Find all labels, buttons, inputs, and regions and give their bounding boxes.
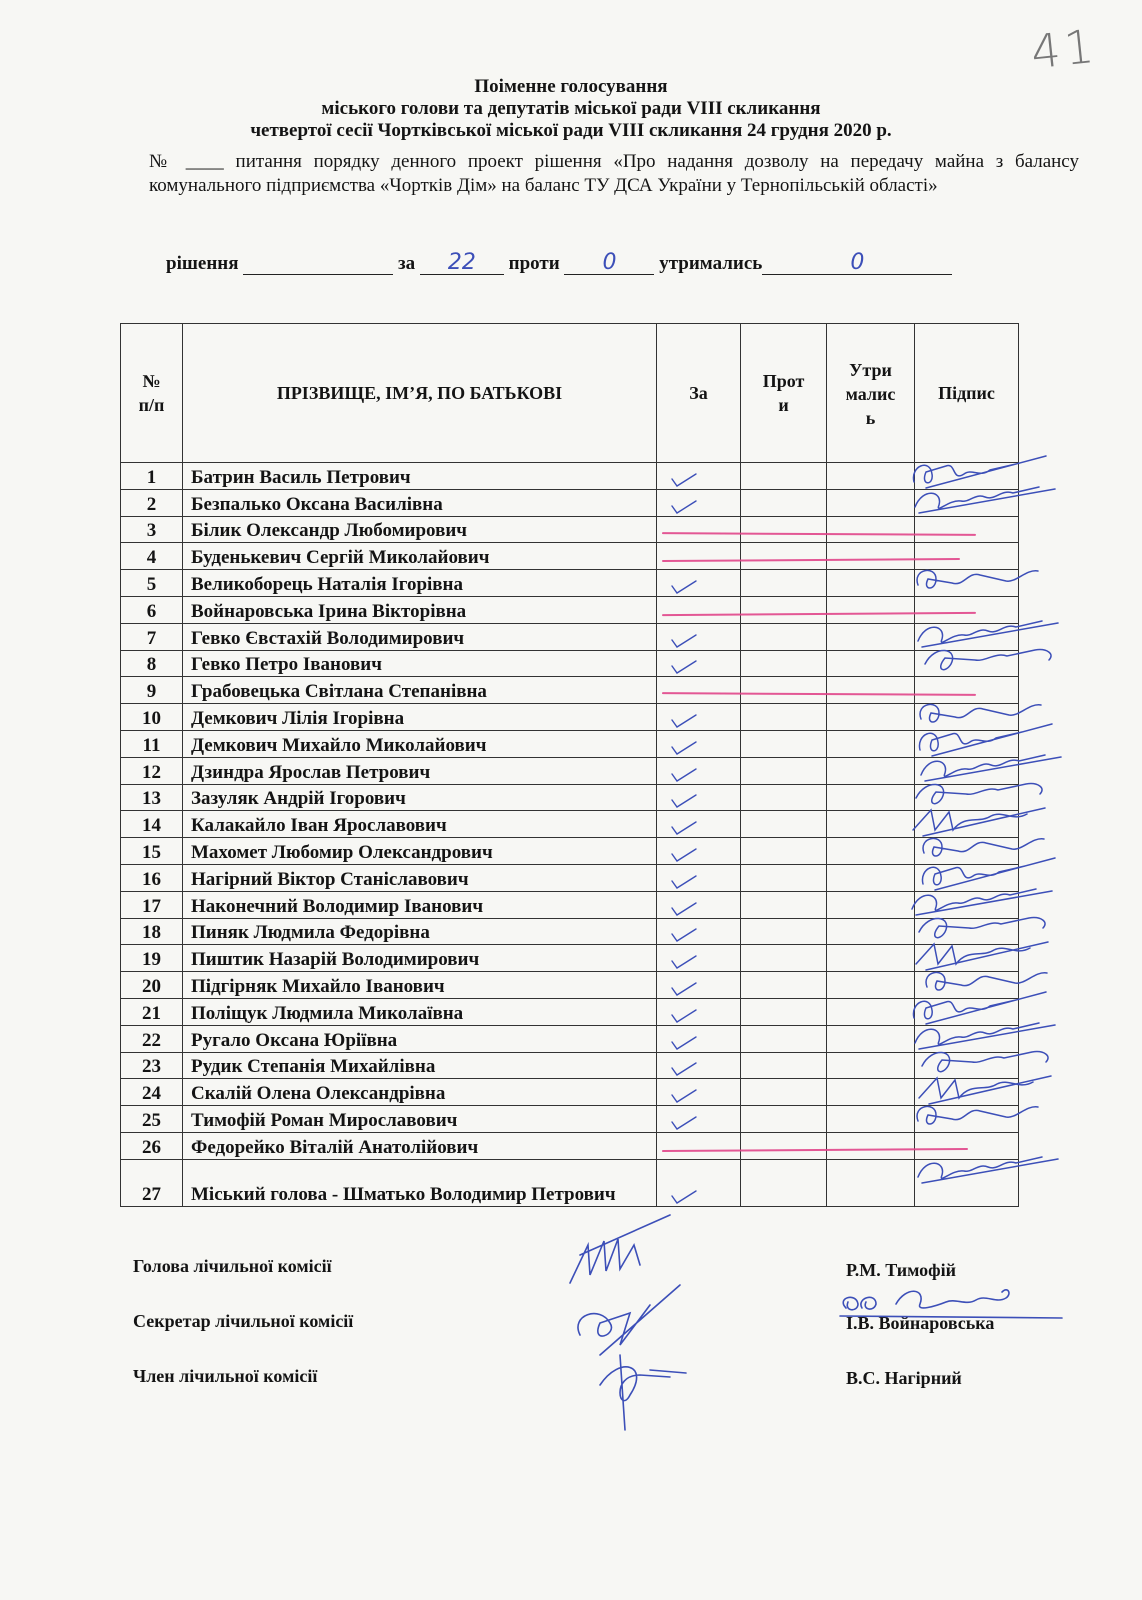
- table-row: [121, 1079, 1019, 1106]
- row-number: 2: [121, 489, 183, 516]
- check-mark-icon: [671, 901, 697, 917]
- abstain-cell: [827, 757, 915, 784]
- for-cell: [657, 998, 741, 1025]
- against-cell: [741, 838, 827, 865]
- for-cell: [657, 864, 741, 891]
- against-cell: [741, 972, 827, 999]
- table-row: [121, 677, 1019, 704]
- against-value: 0: [602, 250, 617, 275]
- against-cell: [741, 784, 827, 811]
- check-mark-icon: [671, 740, 697, 756]
- abstain-cell: [827, 730, 915, 757]
- table-row: [121, 1025, 1019, 1052]
- table-row: [121, 918, 1019, 945]
- commission-member-role: Член лічильної комісії: [133, 1366, 318, 1386]
- abstained-value: 0: [850, 250, 865, 275]
- for-cell: [657, 543, 741, 570]
- deputy-name: Демкович Михайло Миколайович: [183, 730, 657, 757]
- abstain-cell: [827, 838, 915, 865]
- for-cell: [657, 811, 741, 838]
- signature-cell: [915, 1052, 1019, 1079]
- document-title: [0, 76, 1142, 142]
- abstain-cell: [827, 918, 915, 945]
- against-cell: [741, 1159, 827, 1206]
- deputy-name: Демкович Лілія Ігорівна: [183, 704, 657, 731]
- check-mark-icon: [671, 1008, 697, 1024]
- row-number: 26: [121, 1132, 183, 1159]
- against-cell: [741, 650, 827, 677]
- table-row: [121, 596, 1019, 623]
- deputy-name: Ругало Оксана Юріївна: [183, 1025, 657, 1052]
- signature-cell: [915, 998, 1019, 1025]
- against-cell: [741, 1079, 827, 1106]
- vote-results: [166, 250, 952, 275]
- check-mark-icon: [671, 954, 697, 970]
- table-row: [121, 543, 1019, 570]
- for-cell: [657, 918, 741, 945]
- for-cell: [657, 1106, 741, 1133]
- row-number: 24: [121, 1079, 183, 1106]
- table-row: [121, 891, 1019, 918]
- row-number: 6: [121, 596, 183, 623]
- deputy-name: Нагірний Віктор Станіславович: [183, 864, 657, 891]
- deputy-name: Пиштик Назарій Володимирович: [183, 945, 657, 972]
- deputy-name: Безпалько Оксана Василівна: [183, 489, 657, 516]
- deputy-name: Рудик Степанія Михайлівна: [183, 1052, 657, 1079]
- deputy-name: Великоборець Наталія Ігорівна: [183, 570, 657, 597]
- signature-cell: [915, 463, 1019, 490]
- table-row: [121, 704, 1019, 731]
- for-cell: [657, 1025, 741, 1052]
- commission-head-role: Голова лічильної комісії: [133, 1256, 332, 1276]
- row-number: 22: [121, 1025, 183, 1052]
- against-cell: [741, 463, 827, 490]
- against-cell: [741, 757, 827, 784]
- for-cell: [657, 623, 741, 650]
- abstained-blank: [762, 250, 952, 275]
- deputy-name: Білик Олександр Любомирович: [183, 516, 657, 543]
- for-cell: [657, 1052, 741, 1079]
- against-cell: [741, 1025, 827, 1052]
- against-label: проти: [508, 253, 560, 274]
- table-row: [121, 1052, 1019, 1079]
- table-row: [121, 757, 1019, 784]
- deputy-name: Міський голова - Шматько Володимир Петрович: [183, 1159, 657, 1206]
- check-mark-icon: [671, 820, 697, 836]
- header-abstain: Утри малис ь: [827, 324, 915, 463]
- table-row: [121, 998, 1019, 1025]
- title-line-2: міського голови та депутатів міської ради VIII скликання: [321, 98, 821, 119]
- header-name: ПРІЗВИЩЕ, ІМ’Я, ПО БАТЬКОВІ: [183, 324, 657, 463]
- row-number: 14: [121, 811, 183, 838]
- abstain-cell: [827, 596, 915, 623]
- secretary-signature-image: [836, 1278, 1066, 1338]
- check-mark-icon: [671, 1088, 697, 1104]
- for-cell: [657, 1159, 741, 1206]
- deputy-name: Тимофій Роман Мирославович: [183, 1106, 657, 1133]
- deputy-name: Войнаровська Ірина Вікторівна: [183, 596, 657, 623]
- abstain-cell: [827, 945, 915, 972]
- table-row: [121, 463, 1019, 490]
- check-mark-icon: [671, 793, 697, 809]
- for-label: за: [398, 253, 416, 274]
- table-row: [121, 1106, 1019, 1133]
- commission-secretary-role: Секретар лічильної комісії: [133, 1311, 354, 1331]
- decision-blank: [243, 254, 393, 275]
- row-number: 1: [121, 463, 183, 490]
- check-mark-icon: [671, 579, 697, 595]
- table-row: [121, 650, 1019, 677]
- for-cell: [657, 1132, 741, 1159]
- deputy-name: Батрин Василь Петрович: [183, 463, 657, 490]
- deputy-name: Дзиндра Ярослав Петрович: [183, 757, 657, 784]
- check-mark-icon: [671, 713, 697, 729]
- signature-cell: [915, 704, 1019, 731]
- signature-cell: [915, 1025, 1019, 1052]
- row-number: 13: [121, 784, 183, 811]
- row-number: 9: [121, 677, 183, 704]
- signature-cell: [915, 918, 1019, 945]
- signature-cell: [915, 1079, 1019, 1106]
- commission-head-name: Р.М. Тимофій: [846, 1260, 957, 1280]
- for-cell: [657, 596, 741, 623]
- abstain-cell: [827, 623, 915, 650]
- row-number: 15: [121, 838, 183, 865]
- signature-cell: [915, 784, 1019, 811]
- table-row: [121, 1159, 1019, 1206]
- row-number: 10: [121, 704, 183, 731]
- for-cell: [657, 972, 741, 999]
- check-mark-icon: [671, 659, 697, 675]
- for-cell: [657, 945, 741, 972]
- abstain-cell: [827, 864, 915, 891]
- commission-secretary-name: І.В. Войнаровська: [846, 1313, 995, 1333]
- against-cell: [741, 704, 827, 731]
- table-row: [121, 972, 1019, 999]
- deputy-name: Пиняк Людмила Федорівна: [183, 918, 657, 945]
- commission-signatures-image: [560, 1205, 700, 1435]
- header-against: Прот и: [741, 324, 827, 463]
- vote-rows: [121, 463, 1019, 1207]
- deputy-name: Федорейко Віталій Анатолійович: [183, 1132, 657, 1159]
- against-cell: [741, 596, 827, 623]
- table-row: [121, 945, 1019, 972]
- row-number: 19: [121, 945, 183, 972]
- check-mark-icon: [671, 499, 697, 515]
- against-cell: [741, 998, 827, 1025]
- against-cell: [741, 516, 827, 543]
- abstain-cell: [827, 543, 915, 570]
- signature-cell: [915, 811, 1019, 838]
- row-number: 4: [121, 543, 183, 570]
- abstain-cell: [827, 516, 915, 543]
- abstain-cell: [827, 1079, 915, 1106]
- signature-cell: [915, 489, 1019, 516]
- table-row: [121, 623, 1019, 650]
- for-cell: [657, 516, 741, 543]
- check-mark-icon: [671, 1189, 697, 1205]
- row-number: 16: [121, 864, 183, 891]
- for-value: 22: [447, 250, 476, 275]
- row-number: 17: [121, 891, 183, 918]
- for-cell: [657, 650, 741, 677]
- abstain-cell: [827, 972, 915, 999]
- deputy-name: Скалій Олена Олександрівна: [183, 1079, 657, 1106]
- against-cell: [741, 891, 827, 918]
- abstain-cell: [827, 489, 915, 516]
- signature-cell: [915, 543, 1019, 570]
- for-cell: [657, 838, 741, 865]
- header-for: За: [657, 324, 741, 463]
- signature-cell: [915, 838, 1019, 865]
- against-cell: [741, 1106, 827, 1133]
- deputy-name: Зазуляк Андрій Ігорович: [183, 784, 657, 811]
- table-row: [121, 730, 1019, 757]
- table-row: [121, 570, 1019, 597]
- deputy-name: Калакайло Іван Ярославович: [183, 811, 657, 838]
- signature-cell: [915, 570, 1019, 597]
- vote-table: [120, 323, 1019, 1207]
- abstain-cell: [827, 998, 915, 1025]
- against-cell: [741, 918, 827, 945]
- abstain-cell: [827, 570, 915, 597]
- check-mark-icon: [671, 472, 697, 488]
- abstained-label: утримались: [659, 253, 763, 274]
- row-number: 3: [121, 516, 183, 543]
- row-number: 25: [121, 1106, 183, 1133]
- row-number: 11: [121, 730, 183, 757]
- deputy-name: Буденькевич Сергій Миколайович: [183, 543, 657, 570]
- row-number: 21: [121, 998, 183, 1025]
- against-cell: [741, 543, 827, 570]
- deputy-name: Махомет Любомир Олександрович: [183, 838, 657, 865]
- table-row: [121, 1132, 1019, 1159]
- for-cell: [657, 1079, 741, 1106]
- against-cell: [741, 864, 827, 891]
- title-line-1: Поіменне голосування: [474, 76, 668, 97]
- header-num: № п/п: [121, 324, 183, 463]
- row-number: 20: [121, 972, 183, 999]
- table-row: [121, 784, 1019, 811]
- for-cell: [657, 784, 741, 811]
- against-cell: [741, 677, 827, 704]
- table-row: [121, 838, 1019, 865]
- for-cell: [657, 489, 741, 516]
- title-line-3: четвертої сесії Чортківської міської ради VIII скликання 24 грудня 2020 р.: [250, 120, 892, 141]
- for-cell: [657, 757, 741, 784]
- against-cell: [741, 945, 827, 972]
- deputy-name: Грабовецька Світлана Степанівна: [183, 677, 657, 704]
- check-mark-icon: [671, 1035, 697, 1051]
- signature-cell: [915, 864, 1019, 891]
- abstain-cell: [827, 650, 915, 677]
- against-cell: [741, 730, 827, 757]
- row-number: 23: [121, 1052, 183, 1079]
- deputy-name: Гевко Петро Іванович: [183, 650, 657, 677]
- signature-cell: [915, 596, 1019, 623]
- table-row: [121, 811, 1019, 838]
- table-row: [121, 864, 1019, 891]
- check-mark-icon: [671, 927, 697, 943]
- signature-cell: [915, 972, 1019, 999]
- for-blank: [420, 250, 504, 275]
- abstain-cell: [827, 704, 915, 731]
- decision-label: рішення: [166, 253, 239, 274]
- row-number: 12: [121, 757, 183, 784]
- against-cell: [741, 1052, 827, 1079]
- deputy-name: Підгірняк Михайло Іванович: [183, 972, 657, 999]
- deputy-name: Поліщук Людмила Миколаївна: [183, 998, 657, 1025]
- row-number: 18: [121, 918, 183, 945]
- signature-cell: [915, 1132, 1019, 1159]
- against-blank: [564, 250, 654, 275]
- abstain-cell: [827, 677, 915, 704]
- commission-member-name: В.С. Нагірний: [846, 1368, 962, 1388]
- signature-cell: [915, 757, 1019, 784]
- signature-cell: [915, 730, 1019, 757]
- abstain-cell: [827, 463, 915, 490]
- signature-cell: [915, 650, 1019, 677]
- row-number: 7: [121, 623, 183, 650]
- row-number: 27: [121, 1159, 183, 1206]
- table-header-row: [121, 324, 1019, 463]
- for-cell: [657, 677, 741, 704]
- deputy-name: Наконечний Володимир Іванович: [183, 891, 657, 918]
- check-mark-icon: [671, 1115, 697, 1131]
- check-mark-icon: [671, 633, 697, 649]
- against-cell: [741, 1132, 827, 1159]
- for-cell: [657, 730, 741, 757]
- for-cell: [657, 891, 741, 918]
- signature-cell: [915, 891, 1019, 918]
- page-number: 41: [1028, 18, 1101, 80]
- table-row: [121, 516, 1019, 543]
- header-signature: Підпис: [915, 324, 1019, 463]
- abstain-cell: [827, 1159, 915, 1206]
- abstain-cell: [827, 784, 915, 811]
- for-cell: [657, 463, 741, 490]
- signature-cell: [915, 623, 1019, 650]
- signature-cell: [915, 945, 1019, 972]
- signature-cell: [915, 1106, 1019, 1133]
- check-mark-icon: [671, 1061, 697, 1077]
- deputy-name: Гевко Євстахій Володимирович: [183, 623, 657, 650]
- signature-cell: [915, 1159, 1019, 1206]
- abstain-cell: [827, 1106, 915, 1133]
- abstain-cell: [827, 1052, 915, 1079]
- check-mark-icon: [671, 767, 697, 783]
- against-cell: [741, 623, 827, 650]
- against-cell: [741, 570, 827, 597]
- against-cell: [741, 811, 827, 838]
- abstain-cell: [827, 811, 915, 838]
- check-mark-icon: [671, 981, 697, 997]
- for-cell: [657, 704, 741, 731]
- table-row: [121, 489, 1019, 516]
- against-cell: [741, 489, 827, 516]
- signature-cell: [915, 516, 1019, 543]
- check-mark-icon: [671, 874, 697, 890]
- check-mark-icon: [671, 847, 697, 863]
- abstain-cell: [827, 1025, 915, 1052]
- row-number: 5: [121, 570, 183, 597]
- abstain-cell: [827, 891, 915, 918]
- row-number: 8: [121, 650, 183, 677]
- abstain-cell: [827, 1132, 915, 1159]
- signature-cell: [915, 677, 1019, 704]
- agenda-text: № ____ питання порядку денного проект рішення «Про надання дозволу на передачу майна з балансу комунального підприємства «Чортків Дім» на баланс ТУ ДСА України у Тернопільській області»: [149, 151, 1079, 196]
- for-cell: [657, 570, 741, 597]
